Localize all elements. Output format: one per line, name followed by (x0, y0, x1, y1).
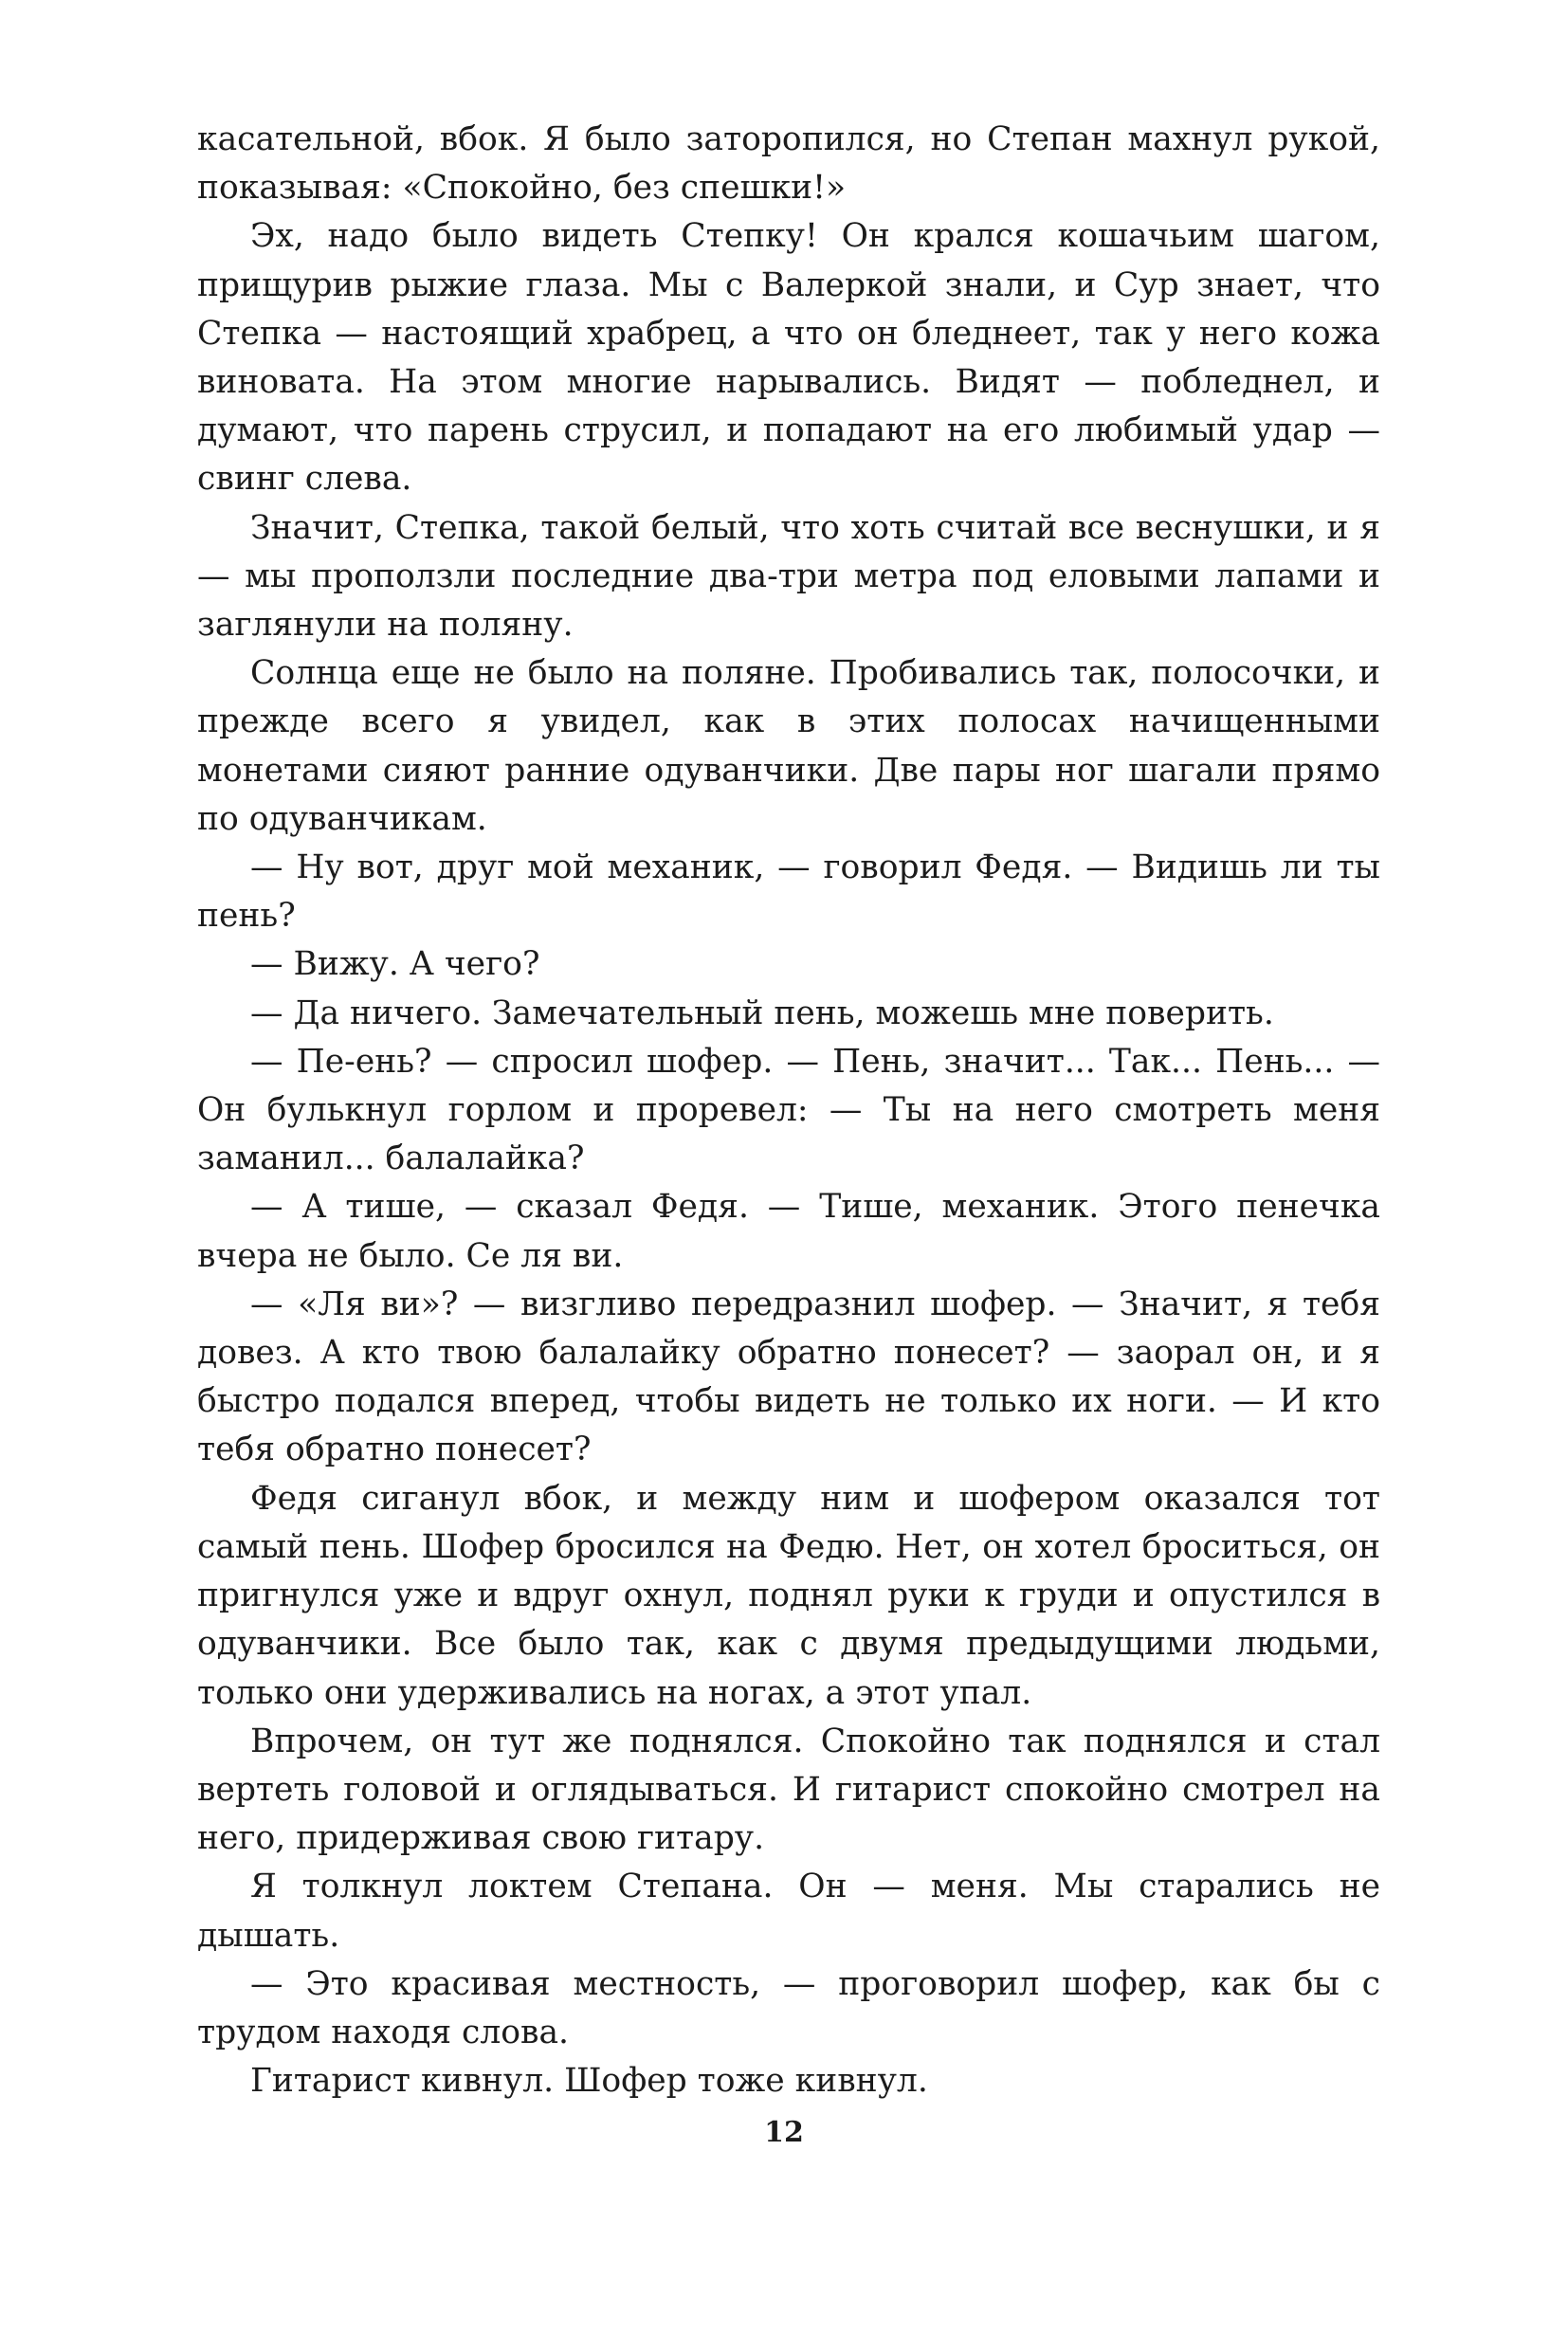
paragraph: Солнца еще не было на поляне. Пробивались так, полосочки, и прежде всего я увидел, как в этих полосах начищенными монетами сияют ранние одуванчики. Две пары ног шагали прямо по одуванчикам. (197, 654, 1380, 838)
paragraph: — Вижу. А чего? (250, 945, 540, 984)
paragraph: — Пе-ень? — спросил шофер. — Пень, значит... Так... Пень... — Он булькнул горлом и проревел: — Ты на него смотреть меня заманил... балалайка? (197, 1042, 1380, 1178)
paragraph: Гитарист кивнул. Шофер тоже кивнул. (250, 2062, 928, 2101)
paragraph: Впрочем, он тут же поднялся. Спокойно так поднялся и стал вертеть головой и оглядываться. И гитарист спокойно смотрел на него, придерживая свою гитару. (197, 1722, 1380, 1858)
paragraph: — Да ничего. Замечательный пень, можешь мне поверить. (250, 993, 1274, 1032)
paragraph: Значит, Степка, такой белый, что хоть считай все веснушки, и я — мы проползли последние два-три метра под еловыми лапами и заглянули на поляну. (197, 508, 1380, 645)
body-text (197, 116, 1380, 2105)
paragraph: Федя сиганул вбок, и между ним и шофером оказался тот самый пень. Шофер бросился на Федю. Нет, он хотел броситься, он пригнулся уже и вдруг охнул, поднял руки к груди и опустился в одуванчики. Все было так, как с двумя предыдущими людьми, только они удерживались на ногах, а этот упал. (197, 1479, 1380, 1712)
paragraph: — Это красивая местность, — проговорил шофер, как бы с трудом находя слова. (197, 1964, 1380, 2051)
paragraph: — А тише, — сказал Федя. — Тише, механик. Этого пенечка вчера не было. Се ля ви. (197, 1188, 1380, 1275)
page-number: 12 (764, 2116, 804, 2149)
paragraph: — Ну вот, друг мой механик, — говорил Федя. — Видишь ли ты пень? (197, 848, 1380, 936)
paragraph: — «Ля ви»? — визгливо передразнил шофер. — Значит, я тебя довез. А кто твою балалайку обратно понесет? — заорал он, и я быстро подался вперед, чтобы видеть не только их ноги. — И кто тебя обратно понесет? (197, 1285, 1380, 1469)
paragraph: касательной, вбок. Я было заторопился, но Степан махнул рукой, показывая: «Спокойно, без спешки!» (197, 120, 1380, 208)
paragraph: Эх, надо было видеть Степку! Он крался кошачьим шагом, прищурив рыжие глаза. Мы с Валеркой знали, и Сур знает, что Степка — настоящий храбрец, а что он бледнеет, так у него кожа виновата. На этом многие нарывались. Видят — побледнел, и думают, что парень струсил, и попадают на его любимый удар — свинг слева. (197, 217, 1380, 499)
paragraph: Я толкнул локтем Степана. Он — меня. Мы старались не дышать. (197, 1868, 1380, 1955)
